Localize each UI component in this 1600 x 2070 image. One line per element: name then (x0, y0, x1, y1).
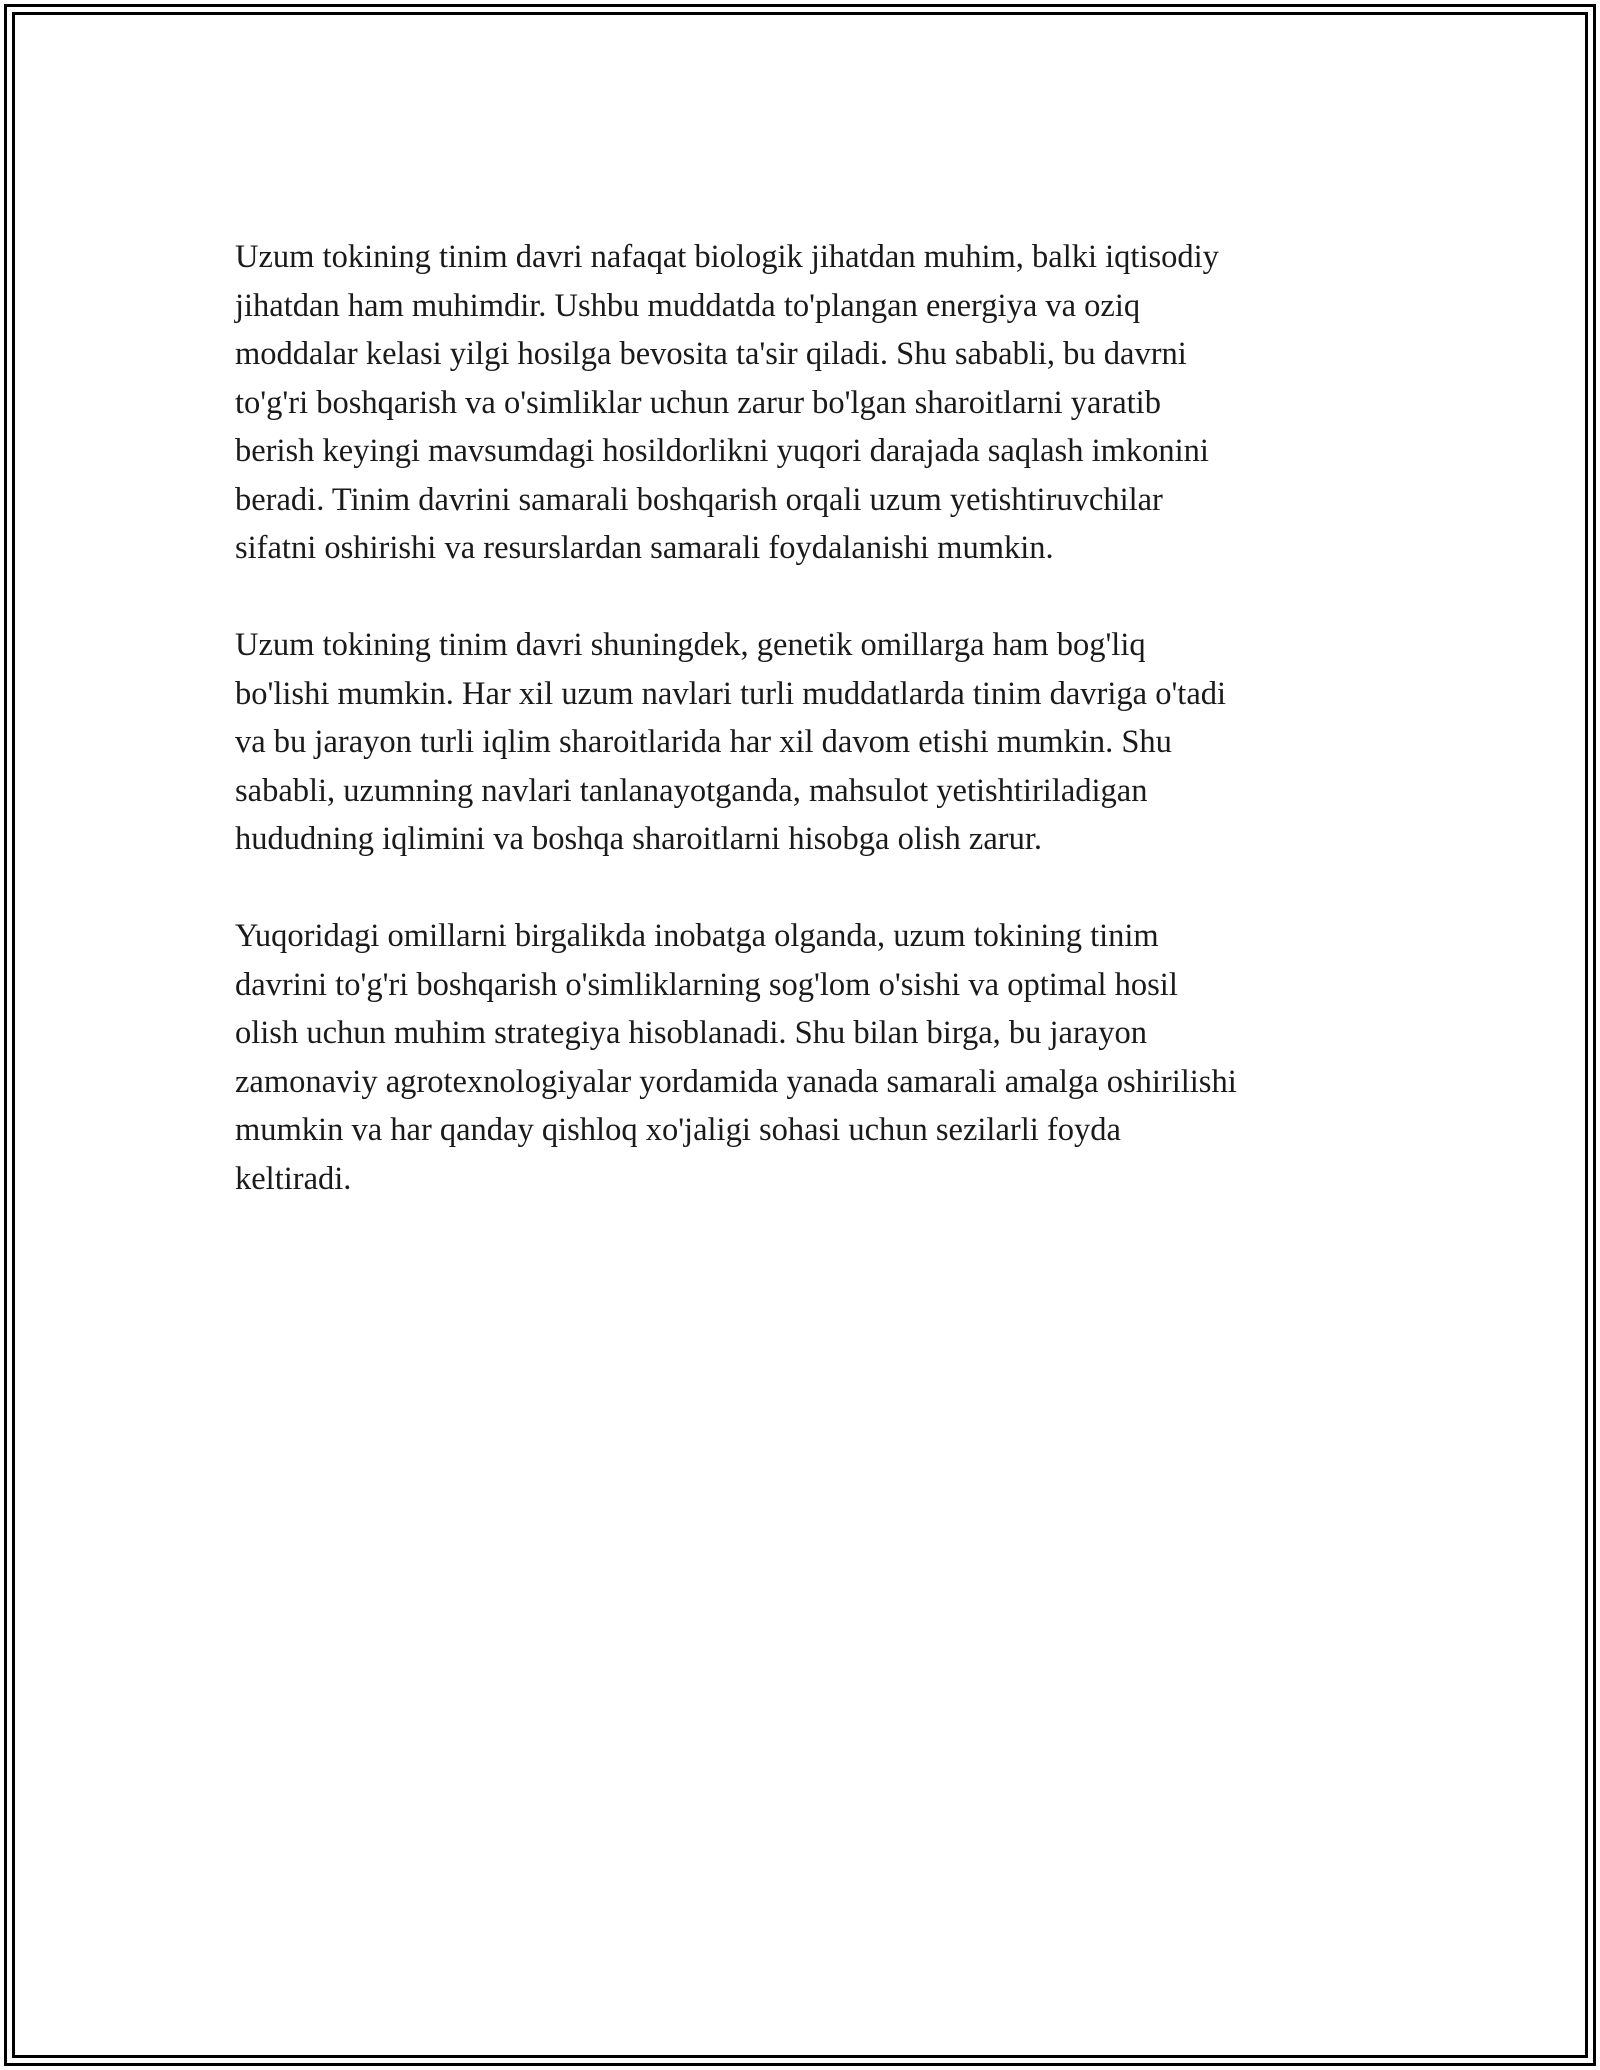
text-line: hududning iqlimini va boshqa sharoitlarni hisobga olish zarur. (235, 821, 1042, 857)
text-line: zamonaviy agrotexnologiyalar yordamida yanada samarali amalga oshirilishi (235, 1063, 1237, 1100)
text-line: jihatdan ham muhimdir. Ushbu muddatda to'plangan energiya va oziq (235, 287, 1141, 324)
text-line: bo'lishi mumkin. Har xil uzum navlari turli muddatlarda tinim davriga o'tadi (235, 675, 1227, 712)
paragraph-2 (235, 621, 1385, 864)
text-line: beradi. Tinim davrini samarali boshqarish orqali uzum yetishtiruvchilar (235, 481, 1163, 518)
text-line: moddalar kelasi yilgi hosilga bevosita ta'sir qiladi. Shu sababli, bu davrni (235, 336, 1187, 372)
text-line: keltiradi. (235, 1160, 352, 1197)
text-line: Yuqoridagi omillarni birgalikda inobatga olganda, uzum tokining tinim (235, 918, 1159, 954)
text-line: to'g'ri boshqarish va o'simliklar uchun zarur bo'lgan sharoitlarni yaratib (235, 384, 1161, 421)
text-line: Uzum tokining tinim davri nafaqat biologik jihatdan muhim, balki iqtisodiy (235, 239, 1219, 275)
text-line: Uzum tokining tinim davri shuningdek, genetik omillarga ham bog'liq (235, 627, 1146, 663)
text-line: sababli, uzumning navlari tanlanayotganda, mahsulot yetishtiriladigan (235, 772, 1148, 809)
paragraph-1 (235, 233, 1385, 573)
text-line: davrini to'g'ri boshqarish o'simliklarning sog'lom o'sishi va optimal hosil (235, 966, 1178, 1003)
text-line: berish keyingi mavsumdagi hosildorlikni yuqori darajada saqlash imkonini (235, 433, 1209, 469)
text-line: olish uchun muhim strategiya hisoblanadi. Shu bilan birga, bu jarayon (235, 1015, 1147, 1051)
text-line: sifatni oshirishi va resurslardan samarali foydalanishi mumkin. (235, 530, 1054, 566)
paragraph-3 (235, 912, 1385, 1203)
text-line: mumkin va har qanday qishloq xo'jaligi sohasi uchun sezilarli foyda (235, 1112, 1121, 1148)
document-body (235, 233, 1385, 1252)
text-line: va bu jarayon turli iqlim sharoitlarida har xil davom etishi mumkin. Shu (235, 724, 1172, 760)
